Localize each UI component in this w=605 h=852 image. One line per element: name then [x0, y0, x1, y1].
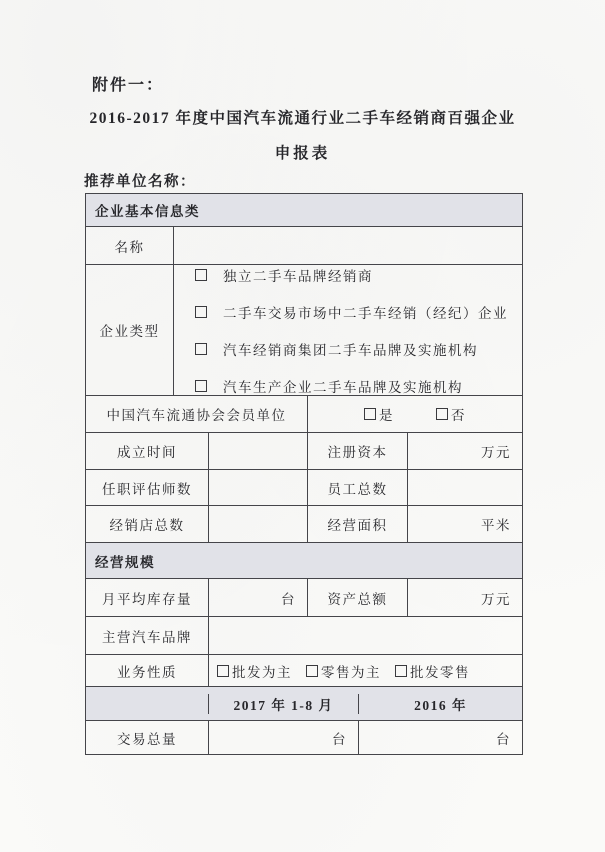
avg-inventory-unit: 台 — [208, 579, 307, 616]
nature-option-retail — [306, 661, 381, 681]
form-title-line1: 2016-2017 年度中国汽车流通行业二手车经销商百强企业 — [89, 110, 516, 127]
row-business-nature — [86, 654, 522, 686]
registered-capital-label: 注册资本 — [307, 433, 407, 469]
business-nature-options — [208, 655, 522, 686]
member-option-label: 否 — [451, 408, 466, 423]
type-option-independent — [195, 265, 522, 285]
nature-option-label: 零售为主 — [321, 664, 381, 680]
total-assets-unit: 万元 — [407, 579, 522, 616]
type-option-market — [195, 302, 522, 322]
type-option-label: 汽车经销商集团二手车品牌及实施机构 — [223, 342, 478, 358]
company-type-options — [173, 265, 522, 395]
company-name-label: 名称 — [114, 239, 145, 255]
appraisers-label: 任职评估师数 — [102, 481, 192, 497]
row-store-count — [86, 505, 522, 542]
form-title-line2: 申报表 — [274, 145, 331, 162]
registered-capital-unit: 万元 — [407, 433, 522, 469]
section-header-basic-info — [86, 194, 522, 226]
section-header-business-scale — [86, 542, 522, 578]
company-type-label: 企业类型 — [99, 324, 160, 339]
avg-inventory-label: 月平均库存量 — [102, 591, 192, 607]
trade-total-2016-unit: 台 — [358, 721, 522, 754]
row-trade-total — [86, 720, 522, 754]
member-option-label: 是 — [379, 408, 394, 423]
checkbox-icon — [195, 306, 207, 318]
nature-option-wholesale — [217, 661, 292, 681]
period-header-2016: 2016 年 — [358, 694, 522, 714]
checkbox-icon — [195, 380, 207, 392]
employees-field — [407, 470, 522, 505]
association-member-label: 中国汽车流通协会会员单位 — [106, 408, 287, 423]
business-nature-label: 业务性质 — [117, 664, 177, 680]
checkbox-icon — [306, 665, 318, 677]
trade-total-label: 交易总量 — [117, 731, 177, 747]
row-appraisers — [86, 469, 522, 505]
checkbox-icon — [364, 408, 376, 420]
association-member-options — [307, 396, 522, 432]
main-brands-field — [208, 617, 522, 654]
type-option-dealer-group — [195, 339, 522, 359]
row-association-member — [86, 395, 522, 432]
recommender-label: 推荐单位名称： — [84, 174, 196, 190]
trade-total-2017-unit: 台 — [208, 721, 358, 754]
checkbox-icon — [195, 269, 207, 281]
type-option-label: 汽车生产企业二手车品牌及实施机构 — [223, 379, 463, 395]
business-area-unit: 平米 — [407, 506, 522, 542]
member-option-no — [436, 404, 466, 424]
total-assets-label: 资产总额 — [307, 579, 407, 616]
row-founding-date — [86, 432, 522, 469]
store-count-label: 经销店总数 — [109, 518, 185, 533]
row-company-type — [86, 264, 522, 395]
application-form-table — [85, 193, 523, 755]
founding-date-label: 成立时间 — [117, 445, 177, 460]
checkbox-icon — [217, 665, 229, 677]
row-company-name — [86, 226, 522, 264]
appraisers-field — [208, 470, 307, 505]
attachment-label: 附件一： — [92, 77, 165, 94]
type-option-manufacturer — [195, 376, 522, 396]
checkbox-icon — [395, 665, 407, 677]
nature-option-label: 批发零售 — [410, 664, 470, 680]
row-inventory — [86, 578, 522, 616]
section2-title: 经营规模 — [95, 554, 155, 570]
type-option-label: 二手车交易市场中二手车经销（经纪）企业 — [223, 305, 508, 321]
employees-label: 员工总数 — [307, 470, 407, 505]
store-count-field — [208, 506, 307, 542]
member-option-yes — [364, 404, 394, 424]
main-brands-label: 主营汽车品牌 — [102, 629, 192, 645]
period-header-2017: 2017 年 1-8 月 — [208, 694, 358, 714]
row-period-headers — [86, 686, 522, 720]
checkbox-icon — [436, 408, 448, 420]
type-option-label: 独立二手车品牌经销商 — [223, 268, 373, 284]
section1-title: 企业基本信息类 — [95, 204, 200, 219]
checkbox-icon — [195, 343, 207, 355]
company-name-field — [173, 227, 522, 264]
row-main-brands — [86, 616, 522, 654]
nature-option-both — [395, 661, 470, 681]
nature-option-label: 批发为主 — [232, 664, 292, 680]
business-area-label: 经营面积 — [307, 506, 407, 542]
founding-date-field — [208, 433, 307, 469]
